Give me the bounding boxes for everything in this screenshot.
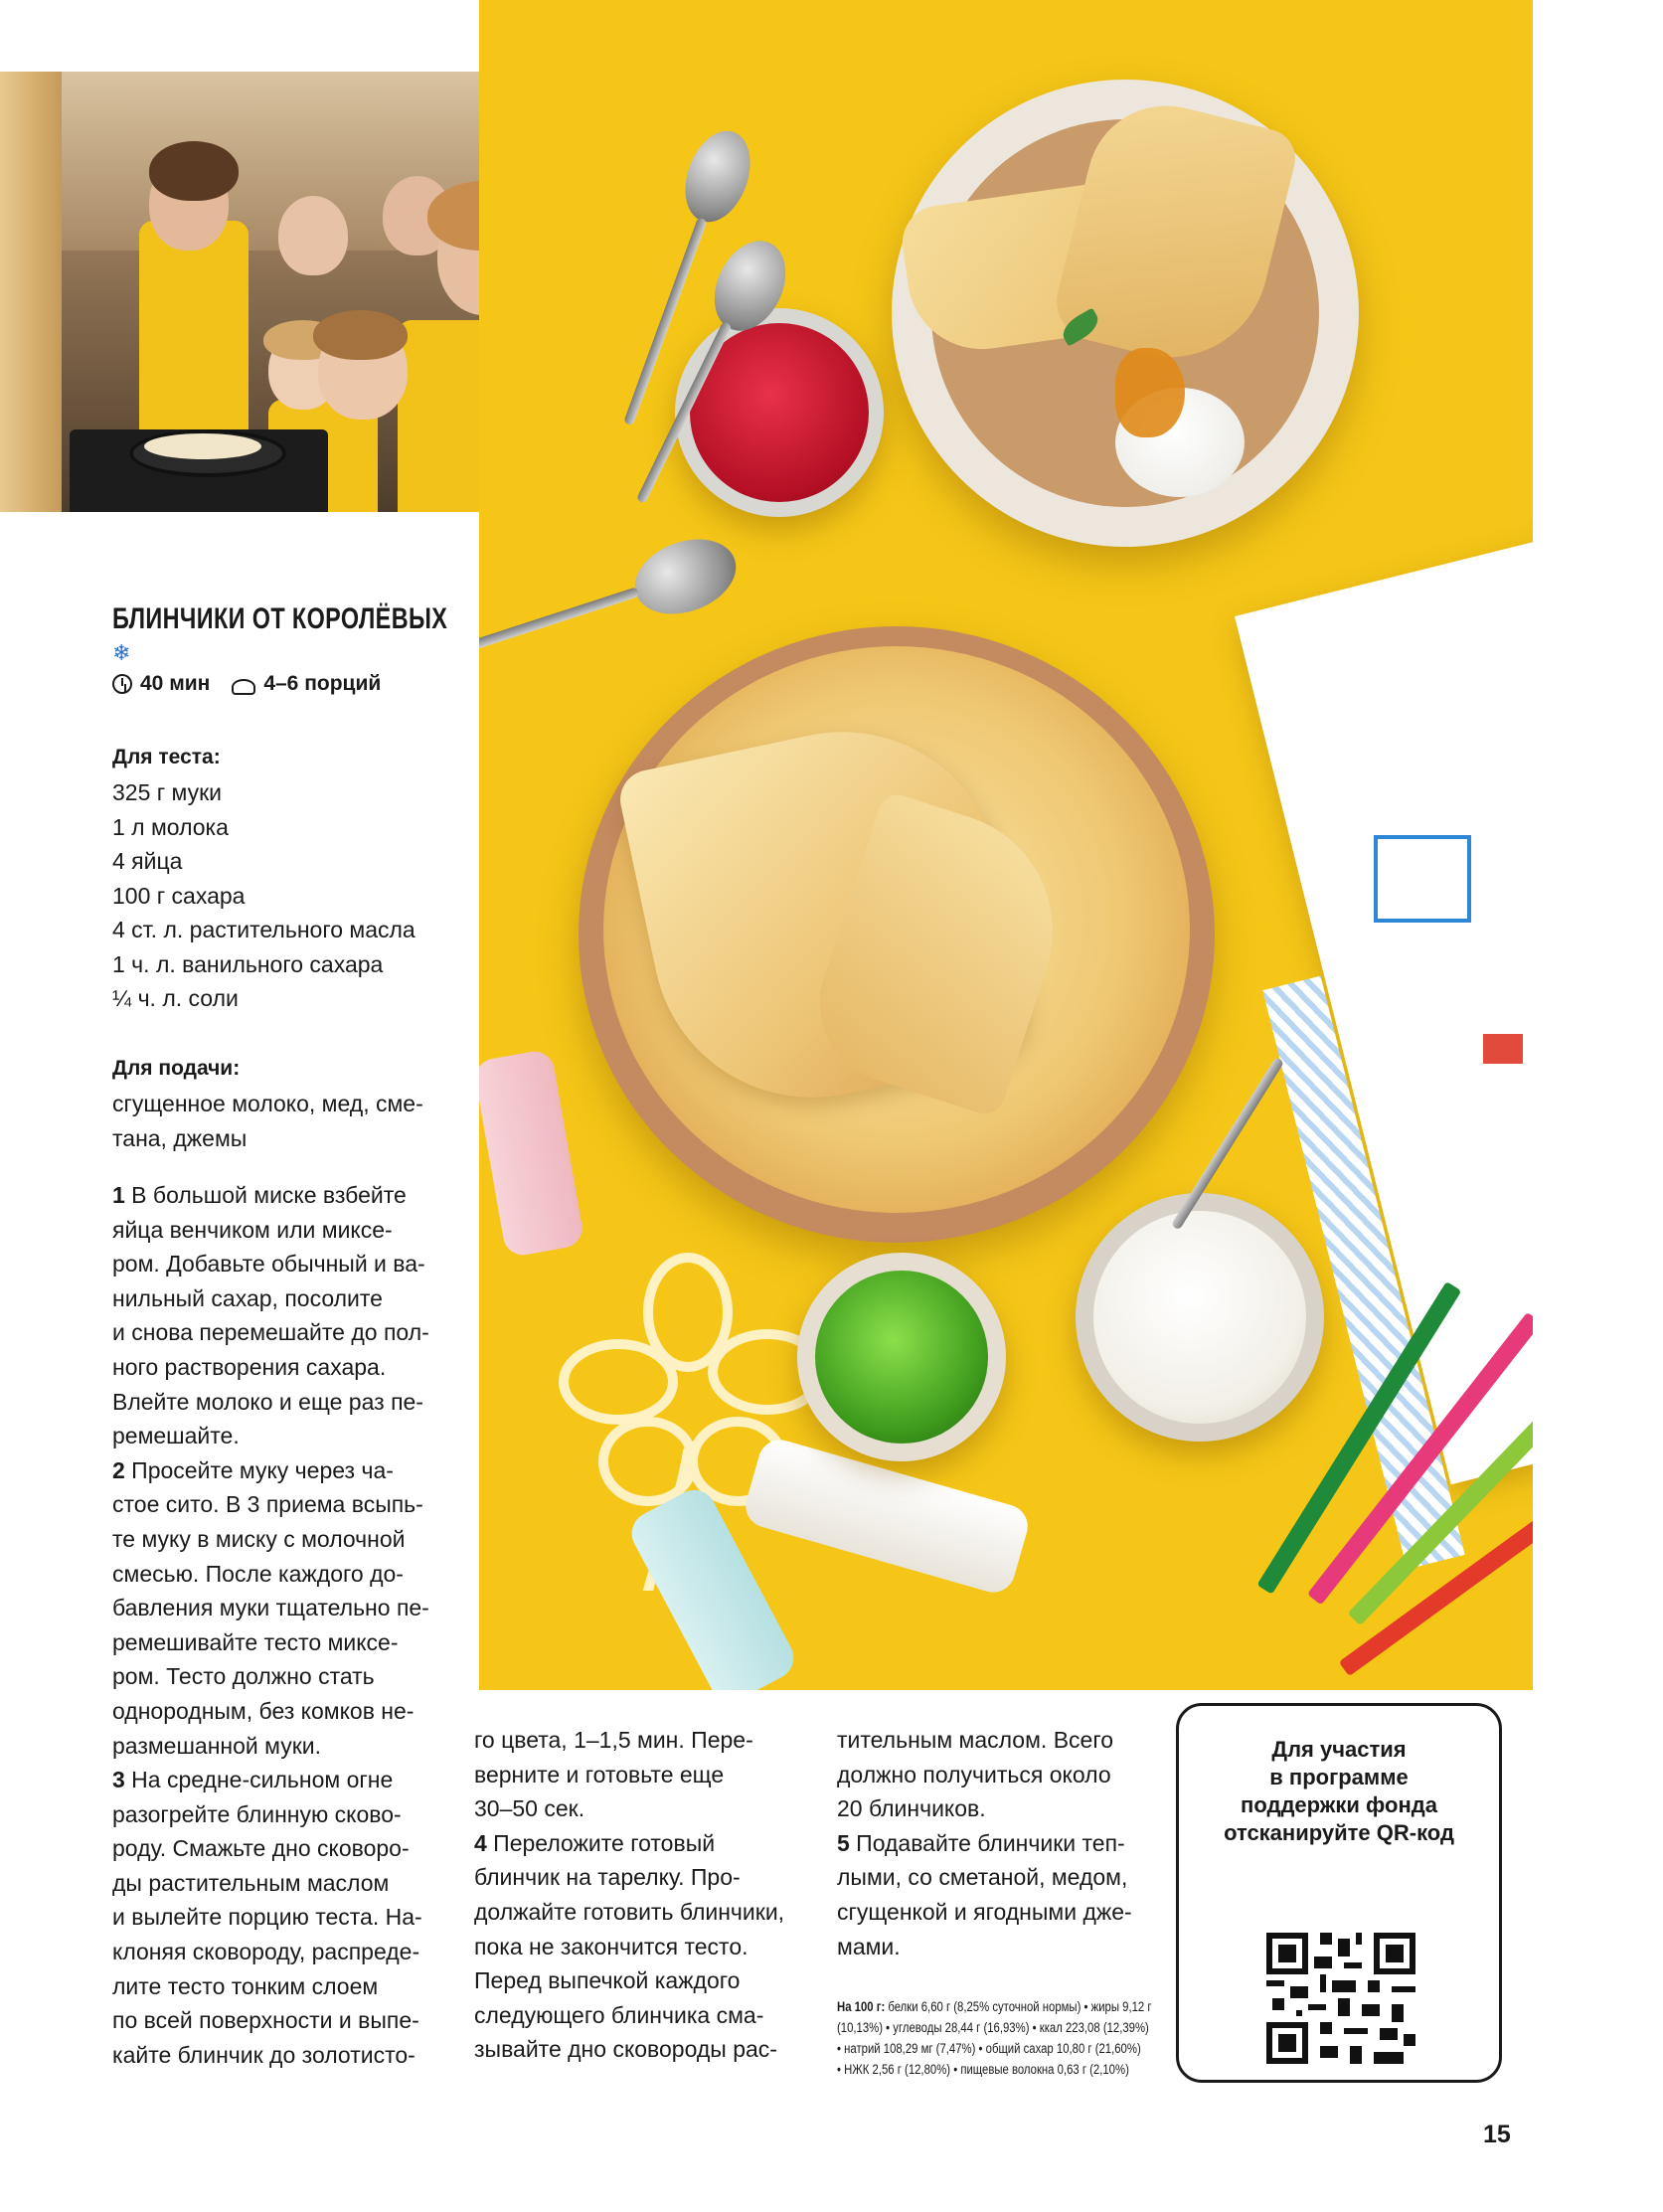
step-number: 5 [837,1829,850,1856]
pancake [144,433,261,459]
step-text: Подавайте блинчики теп- [849,1829,1125,1856]
step-line [112,1178,450,1213]
cook-time: 40 мин [140,672,211,695]
nutrition-line [837,1996,1195,2017]
step-text: ного растворения сахара. [112,1353,387,1380]
step-line [474,1895,812,1930]
spoon [624,526,747,627]
step-text: должайте готовить блинчики, [474,1898,785,1925]
person-icon [232,679,255,695]
step-line [112,1729,450,1764]
snowflake-icon: ❄ [112,640,131,665]
step-text: по всей поверхности и выпе- [112,2007,419,2034]
clock-icon [112,674,132,694]
step-text: разогрейте блинную сково- [112,1800,402,1827]
serving-line: тана, джемы [112,1124,248,1151]
step-text: роду. Смажьте дно сковоро- [112,1835,410,1862]
pancakes-food-photo [479,0,1533,1690]
step-text: бавления муки тщательно пе- [112,1595,429,1621]
step-line [112,1866,450,1901]
step-text: 20 блинчиков. [837,1795,986,1822]
step-text: те муку в миску с молочной [112,1525,406,1552]
step-line [112,1557,450,1592]
step-text: и вылейте порцию теста. На- [112,1904,422,1931]
steps-column-3 [837,1723,1175,1963]
dough-heading: Для теста: [112,746,221,768]
nutrition-line: • натрий 108,29 мг (7,47%) • общий сахар 10,80 г (21,60%) [837,2041,1141,2056]
step-text: ром. Тесто должно стать [112,1663,375,1690]
step-line [112,1213,450,1248]
step-line [837,1723,1175,1758]
step-text: пока не закончится тесто. [474,1933,748,1959]
nutrition-label: На 100 г: [837,1999,886,2014]
nutrition-line: (10,13%) • углеводы 28,44 г (16,93%) • ккал 223,08 (12,39%) [837,2020,1149,2035]
step-text: стое сито. В 3 приема всыпь- [112,1491,423,1518]
step-line [112,1487,450,1522]
step-text: зывайте дно сковороды рас- [474,2036,777,2063]
step-text: должно получиться около [837,1761,1111,1787]
qr-donation-card[interactable] [1176,1703,1502,2083]
ingredient: 325 г муки [112,779,223,805]
step-text: тительным маслом. Всего [837,1727,1113,1753]
step-text: следующего блинчика сма- [474,2001,764,2028]
step-text: ремешивайте тесто миксе- [112,1628,399,1655]
kids-cooking-photo [0,72,540,512]
step-text: блинчик на тарелку. Про- [474,1864,741,1891]
ingredient: 100 г сахара [112,882,246,909]
qr-code-icon[interactable] [1266,1933,1415,2064]
honey-drizzle [1115,348,1185,437]
recipe-title: БЛИНЧИКИ ОТ КОРОЛЁВЫХ [112,602,448,635]
step-text: Переложите готовый [486,1829,716,1856]
step-number: 3 [112,1767,125,1793]
kiwi-jam [815,1271,988,1444]
step-line [112,1935,450,1969]
page-number: 15 [1483,2121,1511,2148]
step-text: лите тесто тонким слоем [112,1972,379,1999]
ingredient: 4 ст. л. растительного масла [112,917,416,942]
step-line [474,1758,812,1792]
step-text: Перед выпечкой каждого [474,1967,741,1994]
step-line [112,1385,450,1420]
child-hair [149,141,239,201]
step-text: и снова перемешайте до пол- [112,1319,429,1346]
step-line [474,1826,812,1861]
step-text: размешанной муки. [112,1732,322,1759]
nutrition-facts [837,1996,1195,2080]
step-line [112,1659,450,1694]
step-line [474,1723,812,1758]
apron [139,221,249,459]
step-line [112,1900,450,1935]
step-line [112,2003,450,2038]
step-text: кайте блинчик до золотисто- [112,2041,416,2068]
step-line [474,2032,812,2067]
step-line [474,1998,812,2033]
step-text: лыми, со сметаной, медом, [837,1864,1128,1891]
serving-line: сгущенное молоко, мед, сме- [112,1091,423,1116]
step-line [474,1791,812,1826]
car-drawing [1483,1034,1523,1064]
step-line [112,1831,450,1866]
step-text: смесью. После каждого до- [112,1560,404,1587]
steps-column-2 [474,1723,812,2067]
step-line [112,1969,450,2004]
step-text: однородным, без комков не- [112,1697,415,1724]
step-line [112,1453,450,1488]
step-text: На средне-сильном огне [124,1767,394,1793]
step-text: клоняя сковороду, распреде- [112,1939,420,1965]
step-line [474,1930,812,1964]
qr-caption-line: поддержки фонда [1241,1792,1437,1817]
ingredient: 1 л молока [112,813,229,840]
qr-caption [1179,1736,1499,1847]
step-line [474,1963,812,1998]
house-drawing [1374,835,1471,923]
serving-ingredients [112,1057,450,1155]
step-line [112,1419,450,1453]
step-line [112,1763,450,1797]
step-line [112,1281,450,1316]
step-line [112,1591,450,1625]
wooden-wall [0,72,62,512]
step-number: 4 [474,1829,487,1856]
step-text: нильный сахар, посолите [112,1284,383,1311]
qr-caption-line: Для участия [1271,1737,1407,1762]
step-text: ром. Добавьте обычный и ва- [112,1251,425,1277]
ingredient: 1 ч. л. ванильного сахара [112,950,384,977]
step-text: В большой миске взбейте [124,1182,407,1208]
ingredient: 4 яйца [112,848,183,874]
step-number: 2 [112,1456,125,1483]
step-text: сгущенкой и ягодными дже- [837,1898,1132,1925]
step-number: 1 [112,1182,125,1208]
steps-column-1 [112,1178,450,2072]
step-line [837,1758,1175,1792]
step-text: Влейте молоко и еще раз пе- [112,1388,423,1415]
child-face [278,196,348,275]
step-text: ды растительным маслом [112,1869,390,1896]
nutrition-line: • НЖК 2,56 г (12,80%) • пищевые волокна 0,63 г (2,10%) [837,2062,1129,2077]
pink-chalk [479,1049,585,1259]
step-line [112,1797,450,1832]
step-text: 30–50 сек. [474,1795,585,1822]
qr-caption-line: в программе [1269,1765,1409,1789]
step-line [112,2038,450,2073]
sour-cream [1093,1211,1306,1424]
step-line [474,1860,812,1895]
child-hair [313,310,408,360]
step-line [837,1895,1175,1930]
step-text: верните и готовьте еще [474,1761,725,1787]
step-text: го цвета, 1–1,5 мин. Пере- [474,1727,753,1753]
step-text: ремешайте. [112,1423,240,1449]
dough-ingredients [112,746,450,1016]
servings: 4–6 порций [263,672,382,695]
recipe-meta [112,672,381,696]
step-line [112,1625,450,1660]
step-line [837,1860,1175,1895]
step-line [112,1694,450,1729]
spoon [674,122,762,232]
step-text: яйца венчиком или миксе- [112,1216,393,1243]
step-text: мами. [837,1933,901,1959]
step-line [112,1315,450,1350]
step-line [112,1350,450,1385]
spoon-handle [479,587,640,682]
step-line [112,1247,450,1281]
ingredient: ¼ ч. л. соли [112,985,239,1011]
step-line [837,1791,1175,1826]
step-text: Просейте муку через ча- [124,1456,394,1483]
step-line [112,1522,450,1557]
step-line [837,1930,1175,1964]
serving-heading: Для подачи: [112,1057,241,1080]
step-line [837,1826,1175,1861]
nutrition-text: белки 6,60 г (8,25% суточной нормы) • жиры 9,12 г [885,1999,1152,2014]
qr-caption-line: отсканируйте QR-код [1224,1820,1454,1845]
